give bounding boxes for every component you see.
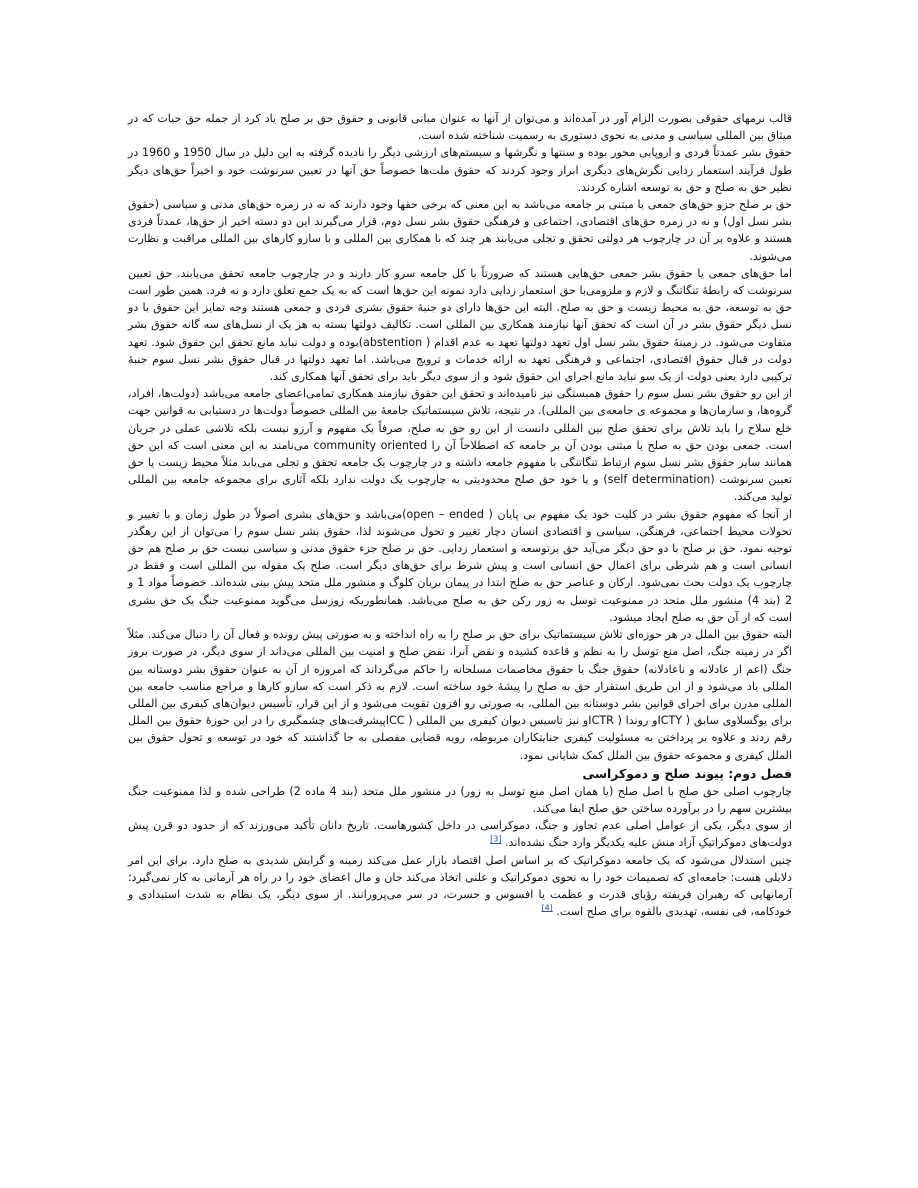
paragraph: حقوق بشر عمدتاً فردی و اروپایی محور بوده و سنتها و نگرشها و سیستم‌های ارزشی دیگر را نادیده گرفته به این دلیل در سال 1950 و 1960 در طول فرآیند استعمار زدایی نگرش‌های دیگری ابراز وجود کردند که حقوق ملت‌ها خصوصاً حق آنها در تعیین سرنوشت خود و اخیراً حق‌های دیگر نظیر حق به صلح و حق به توسعه اشاره کردند. xyxy=(128,146,792,194)
paragraph: البته حقوق بین الملل در هر حوزه‌ای تلاش سیستماتیک برای حق بر صلح را به راه انداخته و به صورتی پیش رونده و فعال آن را دنبال می‌کند. مثلاً اگر در زمینه جنگ، اصل منع توسل را به نظم و قاعده کشیده و نقض آنرا، نقض صلح و امنیت بین المللی می‌داند از سوی دیگر، در صورت بروز جنگ (اعم از عادلانه و ناعادلانه) حقوق جنگ یا حقوق مخاصمات مسلحانه را حاکم می‌گرداند که امروزه از آن به عنوان حقوق بشر دوستانه بین المللی یاد می‌شود و از این طریق استقرار حق به صلح را پیشهٔ خود ساخته است. لازم به ذکر است که سازو کارها و مراجع مناسب جامعه بین المللی مدرن برای اجرای قوانین بشر دوستانه بین المللی، به صورتی رو افزون تقویت می‌شود و از این قرار، تأسیس دیوان‌های کیفری بین المللی برای یوگسلاوی سابق ( ICTYو روندا ( ICTRو نیز تاسیس دیوان کیفری بین المللی ( ICCپیشرفت‌های چشمگیری را در این حوزهٔ حقوق بین الملل رقم زدند و علاوه بر پرداختن به مسئولیت کیفری جنایتکاران مربوطه، رویه قضایی مفصلی به جا گذاشتند که خود در توسعه و تحول حقوق بین الملل کیفری و مجموعه حقوق بین الملل کمک شایانی نمود. xyxy=(128,628,792,762)
paragraph: از این رو حقوق بشر نسل سوم را حقوق همبستگی نیز نامیده‌اند و تحقق این حقوق نیازمند همکاری تمامی‌اعضای جامعه می‌باشد (دولت‌ها، افراد، گروه‌ها، و سازمان‌ها و مجموعه ی جامعه‌ی بین المللی). در نتیجه، تلاش سیستماتیک جامعهٔ بین المللی خصوصاً دولت‌ها در دستیابی به قوانین جهت خلع سلاح را باید تلاش برای تحقق صلح بین المللی دانست از این رو حق به صلح، صرفاً یک مفهوم و آرزو نیست بلکه تلاشی عملی در جریان است. جمعی بودن حق به صلح یا مبتنی بودن آن بر جامعه که اصطلاحاً آن را community oriented می‌نامند به این معنی است که این حق همانند سایر حقوق بشر نسل سوم ارتباط تنگاتنگی با مفهوم جامعه داشته و در چارچوب یک جامعه تحقق و تجلی می‌یابد مثلاً محیط زیست یا حق تعیین سرنوشت (self determination) و یا خود حق صلح محدودیتی به چارچوب یک دولت ندارد بلکه آثاری برای مجموعه جامعه بین المللی تولید می‌کند. xyxy=(128,387,793,504)
footnote-link-4[interactable]: [4] xyxy=(541,903,553,913)
footnote-link-3[interactable]: [3] xyxy=(490,834,502,844)
paragraph-text: چنین استدلال می‌شود که یک جامعه دموکراتیک که بر اساس اصل اقتصاد بازار عمل می‌کند زمینه و گرایش شدیدی به صلح دارد. برای این امر دلایلی هست: جامعه‌ای که تصمیمات خود را به نحوی دموکراتیک و علنی اتخاذ می‌کند جان و مال اعضای خود را در راه هر آرمانی به کار نمی‌گیرد؛ آرمانهایی که رهبران فریفته رؤیای قدرت و عظمت یا افسوس و حسرت، در سر می‌پرورانند. از سوی دیگر، یک نظام به شدت استبدادی و خودکامه، فی نفسه، تهدیدی بالقوه برای صلح است. xyxy=(128,853,792,919)
paragraph: اما حق‌های جمعی یا حقوق بشر جمعی حق‌هایی هستند که ضرورتاً با کل جامعه سرو کار دارند و در چارچوب جامعه تحقق می‌یابند. حق تعیین سرنوشت که رابطهٔ تنگاتنگ و لازم و ملزومی‌با حق استعمار زدایی دارد نمونه این حق‌ها است که به یک جمع تعلق دارد و نه فرد. همین طور است حق به توسعه، حق به محیط زیست و حق به صلح. البته این حق‌ها دارای دو جنبهٔ حقوق بشری فردی و جمعی هستند وجه تمایز این حقوق با دو نسل دیگر حقوق بشر در آن است که تحقق آنها نیازمند همکاری بین المللی است. تکالیف دولتها بسته به هر یک از نسل‌های سه گانه حقوق بشر متفاوت می‌شود. در زمینهٔ حقوق بشر نسل اول تعهد دولتها تعهد به عدم اقدام ( abstention)بوده و دولت نباید مانع تحقق این حقوق شود. تعهد دولت در قبال حقوق اقتصادی، اجتماعی و فرهنگی تعهد به ارائه خدمات و ترویج می‌باشد. اما تعهد دولتها در قبال حقوق بشر نسل سوم جنبهٔ ترکیبی دارد یعنی دولت از یک سو نباید مانع اجرای این حقوق شود و از سوی دیگر باید برای تحقق آنها همکاری کند. xyxy=(128,266,792,384)
document-body xyxy=(128,110,792,920)
paragraph-with-footnote xyxy=(128,852,792,921)
paragraph-with-footnote xyxy=(128,817,792,851)
section-heading: فصل دوم: پیوند صلح و دموکراسی xyxy=(582,765,792,781)
paragraph: قالب نرمهای حقوقی بصورت الزام آور در آمده‌اند و می‌توان از آنها به عنوان مبانی قانونی و حقوق حق بر صلح یاد کرد از جمله حق حیات که در میثاق بین المللی سیاسی و مدنی به نحوی دستوری به رسمیت شناخته شده است. xyxy=(128,112,792,143)
paragraph: از آنجا که مفهوم حقوق بشر در کلیت خود یک مفهوم بی پایان ( open – ended)می‌باشد و حق‌های بشری اصولاً در طول زمان و با تغییر و تحولات محیط اجتماعی، فرهنگی، سیاسی و اقتصادی انسان دچار تغییر و تحول می‌شوند لذا، حقوق بشر نسل سوم را می‌توان از این رهگذر توجیه نمود. حق بر صلح با دو حق دیگر می‌آید حق برتوسعه و استعمار زدایی. حق بر صلح جزء حقوق مدنی و سیاسی نیست حق بر صلح هم حق انسانی است و هم شرطی برای اعمال حق انسانی است و پیش شرط برای حق‌های دیگر است. صلح یک مقوله بین المللی است و فقط در چارچوب یک دولت بحث نمی‌شود. ارکان و عناصر حق به صلح ابتدا در پیمان بریان کلوگ و منشور ملل متحد پیش بینی شده‌اند. خصوصاً مواد 1 و 2 (بند 4) منشور ملل متحد در ممنوعیت توسل به زور رکن حق به صلح می‌باشد. همانطوریکه زوزسل می‌گوید ممنوعیت جنگ یک حق بشری است که از آن حق به صلح ایجاد میشود. xyxy=(128,507,793,624)
paragraph: حق بر صلح جزو حق‌های جمعی یا مبتنی بر جامعه می‌باشد به این معنی که برخی حقها وجود دارند که نه در زمره حق‌های مدنی و سیاسی (حقوق بشر نسل اول) و نه در زمره حق‌های اقتصادی، اجتماعی و فرهنگی حقوق بشر نسل دوم، قرار می‌گیرند این دو دسته اخیر از حق‌ها، عمدتاً فردی هستند و علاوه بر آن در چارچوب هر دولتی تحقق و تجلی می‌یابند هر چند که با همکاری بین المللی و با سازو کارهای بین المللی مراقبت و نظارت می‌شوند. xyxy=(128,198,792,263)
paragraph: چارچوب اصلی حق صلح با اصل صلح (یا همان اصل منع توسل به زور) در منشور ملل متحد (بند 4 ماده 2) طراحی شده و لذا ممنوعیت جنگ بیشترین سهم را در برآورده ساختن حق صلح ایفا می‌کند. xyxy=(128,784,792,815)
paragraph-text: از سوی دیگر، یکی از عوامل اصلی عدم تجاوز و جنگ، دموکراسی در داخل کشورهاست. تاریخ دانان تأکید می‌ورزند که از حدود دو قرن پیش دولت‌های دموکراتیکِ آزاد منش علیه یکدیگر وارد جنگ نشده‌اند. xyxy=(128,819,792,850)
